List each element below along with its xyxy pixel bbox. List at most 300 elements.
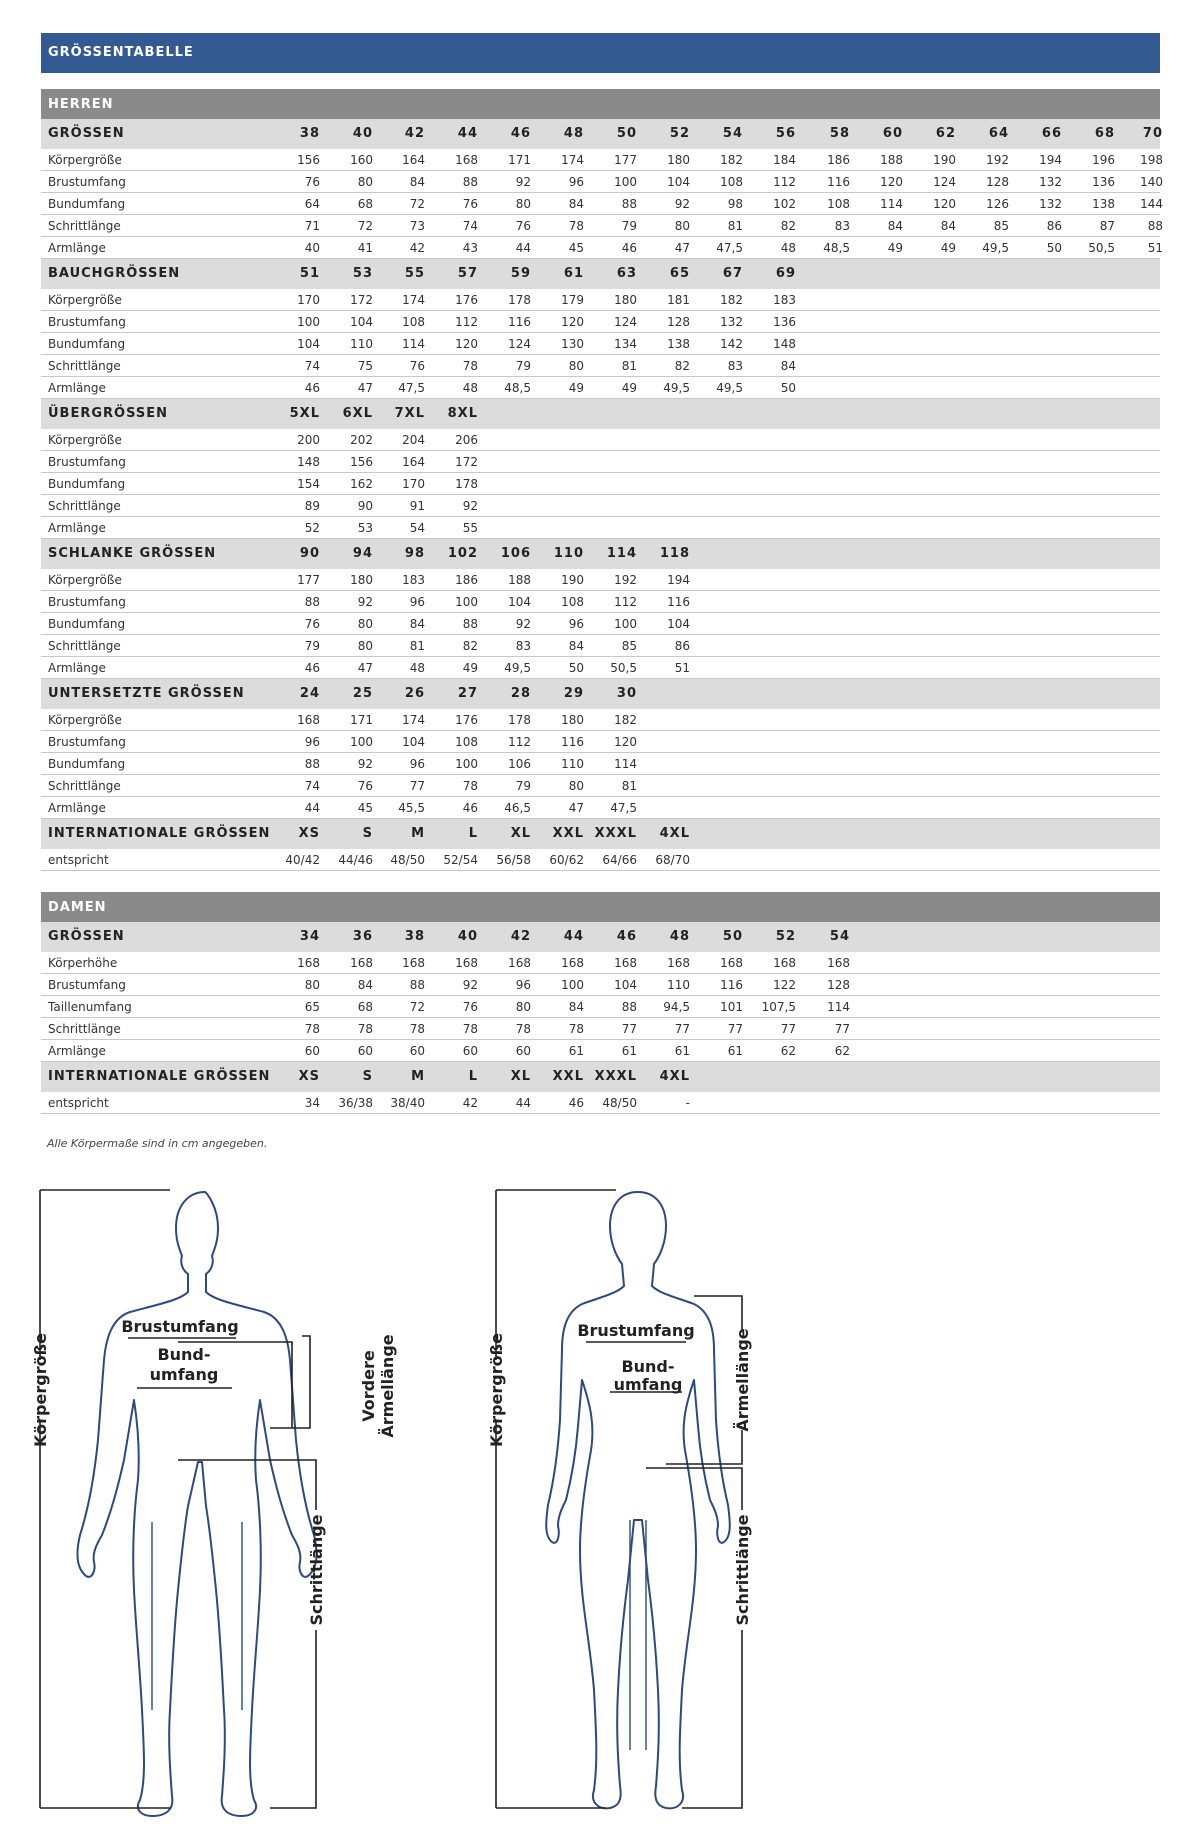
table-cell: 78 bbox=[409, 1022, 425, 1036]
table-cell: 100 bbox=[561, 978, 584, 992]
table-cell: 74 bbox=[462, 219, 478, 233]
table-cell: 132 bbox=[1039, 197, 1062, 211]
table-cell: 47 bbox=[674, 241, 690, 255]
row-label: Bundumfang bbox=[48, 337, 126, 351]
table-cell: 108 bbox=[455, 735, 478, 749]
table-cell: 75 bbox=[357, 359, 373, 373]
size-header-cell: 56 bbox=[775, 126, 796, 141]
damen-group-header bbox=[41, 922, 1160, 952]
size-header-cell: 52 bbox=[669, 126, 690, 141]
table-row-bundumfang bbox=[41, 613, 1160, 635]
table-cell: 78 bbox=[568, 1022, 584, 1036]
table-cell: 49 bbox=[568, 381, 584, 395]
table-cell: 136 bbox=[773, 315, 796, 329]
table-cell: 78 bbox=[462, 779, 478, 793]
male-koerpergroesse-label: Körpergröße bbox=[31, 1333, 50, 1447]
row-label: Armlänge bbox=[48, 241, 106, 255]
table-cell: 46 bbox=[568, 1096, 584, 1110]
table-cell: 120 bbox=[880, 175, 903, 189]
table-cell: 148 bbox=[297, 455, 320, 469]
table-row-schrittlänge bbox=[41, 1018, 1160, 1040]
table-cell: 88 bbox=[621, 1000, 637, 1014]
table-cell: 120 bbox=[455, 337, 478, 351]
table-cell: 80 bbox=[357, 639, 373, 653]
female-body-outline bbox=[546, 1192, 730, 1808]
table-cell: 46 bbox=[304, 381, 320, 395]
table-cell: 43 bbox=[462, 241, 478, 255]
table-row-körpergröße bbox=[41, 569, 1160, 591]
row-label: Bundumfang bbox=[48, 757, 126, 771]
size-header-cell: 29 bbox=[563, 686, 584, 701]
size-header-cell: 66 bbox=[1041, 126, 1062, 141]
female-aermel-label: Ärmellänge bbox=[733, 1328, 752, 1432]
table-row-körpergröße bbox=[41, 429, 1160, 451]
table-cell: 45 bbox=[568, 241, 584, 255]
table-cell: 110 bbox=[350, 337, 373, 351]
table-cell: 120 bbox=[933, 197, 956, 211]
table-cell: 186 bbox=[455, 573, 478, 587]
table-cell: 168 bbox=[720, 956, 743, 970]
table-cell: 72 bbox=[409, 197, 425, 211]
table-row-entspricht bbox=[41, 849, 1160, 871]
table-cell: 100 bbox=[455, 757, 478, 771]
table-cell: 168 bbox=[773, 956, 796, 970]
size-header-cell: 40 bbox=[457, 929, 478, 944]
row-label: Schrittlänge bbox=[48, 639, 121, 653]
table-cell: 130 bbox=[561, 337, 584, 351]
size-header-cell: 8XL bbox=[447, 406, 478, 421]
size-header-cell: 50 bbox=[616, 126, 637, 141]
size-header-cell: XXL bbox=[552, 826, 584, 841]
table-cell: 183 bbox=[773, 293, 796, 307]
table-cell: 96 bbox=[304, 735, 320, 749]
table-cell: 196 bbox=[1092, 153, 1115, 167]
size-header-cell: 48 bbox=[563, 126, 584, 141]
table-cell: 80 bbox=[674, 219, 690, 233]
size-header-cell: 62 bbox=[935, 126, 956, 141]
table-cell: 81 bbox=[409, 639, 425, 653]
section-damen-title: DAMEN bbox=[41, 892, 1160, 922]
size-header-cell: XS bbox=[298, 1069, 320, 1084]
table-cell: 42 bbox=[462, 1096, 478, 1110]
table-cell: 42 bbox=[409, 241, 425, 255]
table-cell: 96 bbox=[568, 617, 584, 631]
table-cell: 194 bbox=[667, 573, 690, 587]
table-cell: 80 bbox=[515, 197, 531, 211]
footnote: Alle Körpermaße sind in cm angegeben. bbox=[47, 1137, 268, 1150]
table-row-brustumfang bbox=[41, 731, 1160, 753]
table-cell: 77 bbox=[727, 1022, 743, 1036]
table-cell: 116 bbox=[508, 315, 531, 329]
table-cell: 80 bbox=[568, 359, 584, 373]
table-cell: 116 bbox=[561, 735, 584, 749]
table-cell: 178 bbox=[508, 713, 531, 727]
female-brustumfang-label: Brustumfang bbox=[577, 1321, 695, 1340]
table-cell: 76 bbox=[515, 219, 531, 233]
table-cell: 101 bbox=[720, 1000, 743, 1014]
group-title: SCHLANKE GRÖSSEN bbox=[48, 546, 217, 561]
table-row-körperhöhe bbox=[41, 952, 1160, 974]
table-cell: 107,5 bbox=[761, 1000, 796, 1014]
table-cell: 77 bbox=[780, 1022, 796, 1036]
size-header-cell: 57 bbox=[457, 266, 478, 281]
table-cell: 114 bbox=[402, 337, 425, 351]
size-header-cell: 26 bbox=[404, 686, 425, 701]
table-cell: 112 bbox=[455, 315, 478, 329]
table-cell: 124 bbox=[508, 337, 531, 351]
damen-table bbox=[41, 922, 1160, 1114]
table-cell: 76 bbox=[409, 359, 425, 373]
table-cell: 188 bbox=[508, 573, 531, 587]
table-cell: 61 bbox=[674, 1044, 690, 1058]
table-cell: 48 bbox=[462, 381, 478, 395]
table-cell: 46 bbox=[304, 661, 320, 675]
table-cell: 114 bbox=[614, 757, 637, 771]
table-cell: 49 bbox=[887, 241, 903, 255]
table-cell: 76 bbox=[304, 617, 320, 631]
table-cell: 148 bbox=[773, 337, 796, 351]
table-cell: 120 bbox=[614, 735, 637, 749]
row-label: Armlänge bbox=[48, 1044, 106, 1058]
row-label: Bundumfang bbox=[48, 197, 126, 211]
table-cell: 52/54 bbox=[443, 853, 478, 867]
table-cell: 49,5 bbox=[982, 241, 1009, 255]
table-cell: 170 bbox=[402, 477, 425, 491]
table-cell: 200 bbox=[297, 433, 320, 447]
row-label: entspricht bbox=[48, 853, 109, 867]
group-title: INTERNATIONALE GRÖSSEN bbox=[48, 826, 271, 841]
size-header-cell: 40 bbox=[352, 126, 373, 141]
table-cell: 128 bbox=[827, 978, 850, 992]
table-cell: 186 bbox=[827, 153, 850, 167]
table-cell: 46 bbox=[462, 801, 478, 815]
table-row-brustumfang bbox=[41, 591, 1160, 613]
table-cell: 172 bbox=[455, 455, 478, 469]
table-cell: 61 bbox=[568, 1044, 584, 1058]
table-row-schrittlänge bbox=[41, 495, 1160, 517]
row-label: Körpergröße bbox=[48, 713, 122, 727]
table-cell: 77 bbox=[621, 1022, 637, 1036]
size-header-cell: 44 bbox=[457, 126, 478, 141]
table-cell: 60 bbox=[409, 1044, 425, 1058]
table-cell: 182 bbox=[720, 293, 743, 307]
table-cell: 79 bbox=[515, 359, 531, 373]
table-cell: 64/66 bbox=[602, 853, 637, 867]
size-header-cell: S bbox=[362, 826, 373, 841]
row-label: Körpergröße bbox=[48, 433, 122, 447]
size-header-cell: 38 bbox=[404, 929, 425, 944]
table-cell: 184 bbox=[773, 153, 796, 167]
male-body-outline bbox=[78, 1192, 317, 1816]
table-cell: 50 bbox=[780, 381, 796, 395]
table-cell: 114 bbox=[880, 197, 903, 211]
table-cell: 168 bbox=[455, 153, 478, 167]
table-cell: 71 bbox=[304, 219, 320, 233]
row-label: Brustumfang bbox=[48, 455, 126, 469]
size-header-cell: 44 bbox=[563, 929, 584, 944]
table-cell: 91 bbox=[409, 499, 425, 513]
table-cell: 116 bbox=[667, 595, 690, 609]
table-cell: 180 bbox=[614, 293, 637, 307]
table-cell: 128 bbox=[986, 175, 1009, 189]
table-cell: 61 bbox=[727, 1044, 743, 1058]
size-header-cell: 90 bbox=[299, 546, 320, 561]
size-header-cell: M bbox=[411, 1069, 425, 1084]
table-cell: 92 bbox=[357, 757, 373, 771]
size-header-cell: 27 bbox=[457, 686, 478, 701]
group-title: UNTERSETZTE GRÖSSEN bbox=[48, 686, 245, 701]
table-cell: 50 bbox=[1046, 241, 1062, 255]
table-cell: 84 bbox=[887, 219, 903, 233]
table-cell: 82 bbox=[674, 359, 690, 373]
table-row-brustumfang bbox=[41, 451, 1160, 473]
table-row-schrittlänge bbox=[41, 215, 1163, 237]
size-header-cell: 54 bbox=[829, 929, 850, 944]
table-cell: 47,5 bbox=[398, 381, 425, 395]
table-cell: 182 bbox=[614, 713, 637, 727]
table-cell: 192 bbox=[614, 573, 637, 587]
group-title: INTERNATIONALE GRÖSSEN bbox=[48, 1069, 271, 1084]
table-cell: 47 bbox=[568, 801, 584, 815]
table-cell: 183 bbox=[402, 573, 425, 587]
table-cell: 116 bbox=[720, 978, 743, 992]
male-schrittlaenge-label: Schrittlänge bbox=[307, 1514, 326, 1626]
size-header-cell: 34 bbox=[299, 929, 320, 944]
size-header-cell: 110 bbox=[553, 546, 584, 561]
table-cell: 138 bbox=[667, 337, 690, 351]
table-cell: 100 bbox=[614, 617, 637, 631]
table-cell: 83 bbox=[515, 639, 531, 653]
table-cell: 112 bbox=[773, 175, 796, 189]
table-cell: 180 bbox=[350, 573, 373, 587]
herren-group-header bbox=[41, 119, 1163, 149]
table-cell: 78 bbox=[304, 1022, 320, 1036]
table-cell: 128 bbox=[667, 315, 690, 329]
table-cell: 45 bbox=[357, 801, 373, 815]
female-bund-label-1: Bund- bbox=[621, 1357, 675, 1376]
size-header-cell: 94 bbox=[352, 546, 373, 561]
table-cell: 85 bbox=[993, 219, 1009, 233]
table-cell: 84 bbox=[780, 359, 796, 373]
table-cell: 55 bbox=[462, 521, 478, 535]
table-cell: 168 bbox=[350, 956, 373, 970]
table-cell: 122 bbox=[773, 978, 796, 992]
table-cell: 86 bbox=[674, 639, 690, 653]
table-cell: 78 bbox=[462, 1022, 478, 1036]
size-header-cell: 52 bbox=[775, 929, 796, 944]
table-cell: 168 bbox=[297, 956, 320, 970]
size-header-cell: M bbox=[411, 826, 425, 841]
table-cell: 60 bbox=[357, 1044, 373, 1058]
table-cell: 60 bbox=[515, 1044, 531, 1058]
size-header-cell: 69 bbox=[775, 266, 796, 281]
table-cell: 174 bbox=[561, 153, 584, 167]
size-header-cell: 102 bbox=[447, 546, 478, 561]
size-header-cell: 36 bbox=[352, 929, 373, 944]
table-cell: 96 bbox=[409, 595, 425, 609]
table-row-entspricht bbox=[41, 1092, 1160, 1114]
table-cell: 48/50 bbox=[602, 1096, 637, 1110]
table-cell: 108 bbox=[561, 595, 584, 609]
row-label: Körperhöhe bbox=[48, 956, 118, 970]
table-cell: 142 bbox=[720, 337, 743, 351]
table-cell: 136 bbox=[1092, 175, 1115, 189]
table-cell: 76 bbox=[462, 1000, 478, 1014]
table-cell: 81 bbox=[727, 219, 743, 233]
table-row-armlänge bbox=[41, 517, 1160, 539]
table-cell: 77 bbox=[409, 779, 425, 793]
size-header-cell: 46 bbox=[510, 126, 531, 141]
table-row-bundumfang bbox=[41, 473, 1160, 495]
table-cell: 108 bbox=[720, 175, 743, 189]
table-cell: 48/50 bbox=[390, 853, 425, 867]
table-cell: 49 bbox=[462, 661, 478, 675]
table-cell: 49,5 bbox=[504, 661, 531, 675]
size-header-cell: 55 bbox=[404, 266, 425, 281]
table-cell: 80 bbox=[515, 1000, 531, 1014]
table-cell: 49 bbox=[621, 381, 637, 395]
table-cell: 88 bbox=[304, 757, 320, 771]
table-cell: 49,5 bbox=[716, 381, 743, 395]
table-row-körpergröße bbox=[41, 289, 1160, 311]
size-header-cell: L bbox=[468, 1069, 478, 1084]
size-header-cell: L bbox=[468, 826, 478, 841]
table-cell: 168 bbox=[561, 956, 584, 970]
size-header-cell: 28 bbox=[510, 686, 531, 701]
table-cell: 77 bbox=[674, 1022, 690, 1036]
size-header-cell: 6XL bbox=[342, 406, 373, 421]
table-cell: 73 bbox=[409, 219, 425, 233]
table-cell: 194 bbox=[1039, 153, 1062, 167]
table-cell: 104 bbox=[667, 617, 690, 631]
table-cell: 180 bbox=[561, 713, 584, 727]
table-cell: 78 bbox=[568, 219, 584, 233]
size-header-cell: XXL bbox=[552, 1069, 584, 1084]
table-cell: 100 bbox=[614, 175, 637, 189]
table-cell: 114 bbox=[827, 1000, 850, 1014]
row-label: Armlänge bbox=[48, 661, 106, 675]
table-cell: 181 bbox=[667, 293, 690, 307]
table-cell: 44/46 bbox=[338, 853, 373, 867]
table-cell: 84 bbox=[409, 617, 425, 631]
row-label: Bundumfang bbox=[48, 617, 126, 631]
table-cell: 50 bbox=[568, 661, 584, 675]
table-cell: 48 bbox=[780, 241, 796, 255]
table-cell: 104 bbox=[297, 337, 320, 351]
row-label: Körpergröße bbox=[48, 573, 122, 587]
row-label: Brustumfang bbox=[48, 735, 126, 749]
row-label: Schrittlänge bbox=[48, 219, 121, 233]
table-cell: 104 bbox=[350, 315, 373, 329]
table-cell: 162 bbox=[350, 477, 373, 491]
row-label: entspricht bbox=[48, 1096, 109, 1110]
table-cell: 60/62 bbox=[549, 853, 584, 867]
table-cell: 168 bbox=[667, 956, 690, 970]
male-aermel-label-1: Vordere bbox=[359, 1350, 378, 1422]
size-header-cell: 68 bbox=[1094, 126, 1115, 141]
table-cell: 178 bbox=[455, 477, 478, 491]
table-cell: 88 bbox=[1147, 219, 1163, 233]
table-cell: 110 bbox=[561, 757, 584, 771]
size-header-cell: 58 bbox=[829, 126, 850, 141]
table-cell: 76 bbox=[304, 175, 320, 189]
table-cell: 88 bbox=[462, 617, 478, 631]
table-cell: 92 bbox=[462, 978, 478, 992]
size-header-cell: 30 bbox=[616, 686, 637, 701]
size-header-cell: 64 bbox=[988, 126, 1009, 141]
table-cell: 168 bbox=[297, 713, 320, 727]
table-cell: 88 bbox=[462, 175, 478, 189]
table-cell: 79 bbox=[304, 639, 320, 653]
table-cell: 78 bbox=[462, 359, 478, 373]
table-cell: 168 bbox=[402, 956, 425, 970]
table-cell: 198 bbox=[1140, 153, 1163, 167]
table-cell: 72 bbox=[409, 1000, 425, 1014]
table-cell: 60 bbox=[304, 1044, 320, 1058]
table-cell: 74 bbox=[304, 359, 320, 373]
table-row-brustumfang bbox=[41, 311, 1160, 333]
table-cell: 60 bbox=[462, 1044, 478, 1058]
table-cell: 168 bbox=[455, 956, 478, 970]
size-header-cell: 24 bbox=[299, 686, 320, 701]
table-cell: 171 bbox=[508, 153, 531, 167]
row-label: Brustumfang bbox=[48, 175, 126, 189]
table-cell: 92 bbox=[357, 595, 373, 609]
size-header-cell: 7XL bbox=[394, 406, 425, 421]
table-cell: 36/38 bbox=[338, 1096, 373, 1110]
table-cell: 96 bbox=[409, 757, 425, 771]
table-cell: 168 bbox=[827, 956, 850, 970]
table-cell: 168 bbox=[614, 956, 637, 970]
table-cell: 47,5 bbox=[610, 801, 637, 815]
table-cell: - bbox=[685, 1096, 690, 1110]
table-cell: 81 bbox=[621, 359, 637, 373]
table-cell: 44 bbox=[515, 241, 531, 255]
table-cell: 87 bbox=[1099, 219, 1115, 233]
table-cell: 85 bbox=[621, 639, 637, 653]
table-row-armlänge bbox=[41, 377, 1160, 399]
table-cell: 92 bbox=[674, 197, 690, 211]
size-header-cell: 51 bbox=[299, 266, 320, 281]
table-cell: 100 bbox=[350, 735, 373, 749]
table-cell: 120 bbox=[561, 315, 584, 329]
table-cell: 45,5 bbox=[398, 801, 425, 815]
table-cell: 188 bbox=[880, 153, 903, 167]
size-header-cell: 53 bbox=[352, 266, 373, 281]
table-cell: 116 bbox=[827, 175, 850, 189]
table-cell: 177 bbox=[614, 153, 637, 167]
size-header-cell: XXXL bbox=[594, 826, 637, 841]
table-row-armlänge bbox=[41, 1040, 1160, 1062]
table-cell: 34 bbox=[304, 1096, 320, 1110]
table-cell: 82 bbox=[780, 219, 796, 233]
table-row-armlänge bbox=[41, 797, 1160, 819]
table-cell: 144 bbox=[1140, 197, 1163, 211]
table-cell: 46,5 bbox=[504, 801, 531, 815]
size-header-cell: 70 bbox=[1142, 126, 1163, 141]
table-cell: 74 bbox=[304, 779, 320, 793]
table-cell: 64 bbox=[304, 197, 320, 211]
table-cell: 174 bbox=[402, 293, 425, 307]
table-cell: 88 bbox=[409, 978, 425, 992]
table-cell: 134 bbox=[614, 337, 637, 351]
table-cell: 138 bbox=[1092, 197, 1115, 211]
row-label: Armlänge bbox=[48, 381, 106, 395]
table-cell: 190 bbox=[933, 153, 956, 167]
herren-group-header bbox=[41, 399, 1160, 429]
group-title: ÜBERGRÖSSEN bbox=[48, 406, 168, 421]
herren-group-header bbox=[41, 539, 1160, 569]
